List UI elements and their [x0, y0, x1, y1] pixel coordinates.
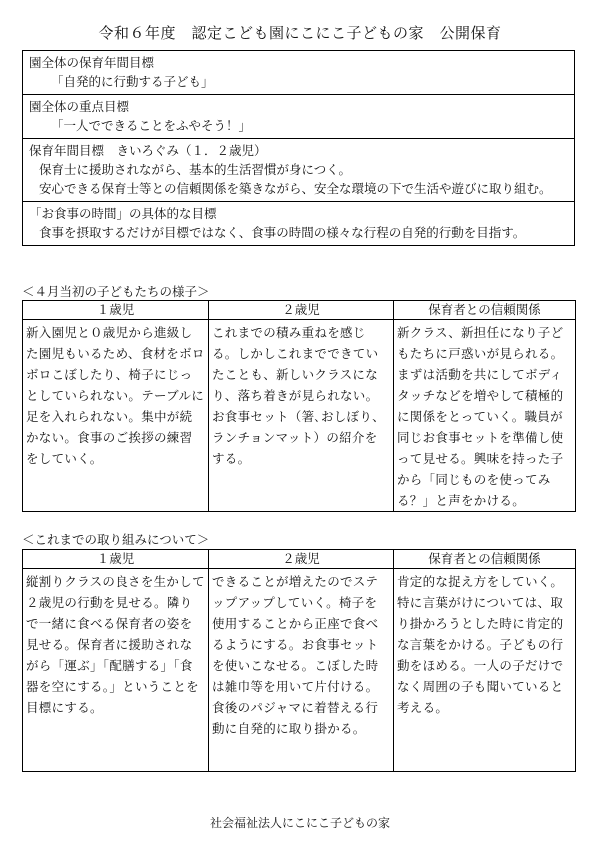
annual-goal-value: 「自発的に行動する子ども」 [51, 74, 214, 89]
column-header-trust: 保育者との信頼関係 [394, 301, 576, 320]
class-goal-line1: 保育士に援助されながら、基本的生活習慣が身につく。 [39, 162, 352, 177]
class-goal-section [23, 138, 574, 201]
table-header-row [23, 550, 576, 569]
cell-age1: 新入園児と０歳児から進級した園児もいるため、食材をボロボロこぼしたり、椅子にじっとしていられない。テーブルに足を入れられない。集中が続かない。食事のご挨拶の練習をしていく。 [23, 320, 209, 512]
focus-goal-value: 「一人でできることをふやそう！」 [51, 118, 252, 133]
meal-goal-value: 食事を摂取するだけが目標ではなく、食事の時間の様々な行程の自発的行動を目指す。 [39, 225, 526, 240]
cell-trust: 新クラス、新担任になり子どもたちに戸惑いが見られる。まずは活動を共にしてボディタッチなどを増やして積極的に関係をとっていく。職員が同じお食事セットを準備し使って見せる。興味を持った子から「同じものを使ってみる？」と声をかける。 [394, 320, 576, 512]
column-header-age1: １歳児 [23, 301, 209, 320]
annual-goal-label: 園全体の保育年間目標 [29, 55, 155, 70]
class-goal-label: 保育年間目標 きいろぐみ（１．２歳児） [29, 143, 267, 158]
table-header-row [23, 301, 576, 320]
annual-goal-section [23, 51, 574, 94]
cell-age2: これまでの積み重ねを感じる。しかしこれまでできていたことも、新しいクラスになり、落ち着きが見られない。お食事セット（箸､おしぼり、ランチョンマット）の紹介をする。 [209, 320, 394, 512]
efforts-table [22, 549, 576, 772]
meal-goal-section [23, 201, 574, 245]
cell-age1: 縦割りクラスの良さを生かして２歳児の行動を見せる。隣りで一緒に食べる保育者の姿を見せる。保育者に援助されながら「運ぶ」「配膳する」「食器を空にする。」ということを目標にする。 [23, 569, 209, 772]
table-row [23, 320, 576, 512]
goals-box [22, 50, 575, 246]
section1-heading: ＜４月当初の子どもたちの様子＞ [22, 284, 210, 299]
focus-goal-section [23, 94, 574, 138]
april-status-table [22, 300, 576, 512]
organization-footer: 社会福祉法人にこにこ子どもの家 [209, 816, 390, 830]
page-title: 令和６年度 認定こども園にこにこ子どもの家 公開保育 [98, 24, 502, 42]
cell-trust: 肯定的な捉え方をしていく。特に言葉がけについては、取り掛かろうとした時に肯定的な言葉をかける。子どもの行動をほめる。一人の子だけでなく周囲の子も聞いていると考える。 [394, 569, 576, 772]
meal-goal-label: 「お食事の時間」の具体的な目標 [29, 206, 217, 221]
section2-heading: ＜これまでの取り組みについて＞ [22, 532, 210, 547]
column-header-trust: 保育者との信頼関係 [394, 550, 576, 569]
focus-goal-label: 園全体の重点目標 [29, 99, 130, 114]
class-goal-line2: 安心できる保育士等との信頼関係を築きながら、安全な環境の下で生活や遊びに取り組む。 [39, 181, 552, 196]
column-header-age2: ２歳児 [209, 301, 394, 320]
column-header-age1: １歳児 [23, 550, 209, 569]
table-row [23, 569, 576, 772]
column-header-age2: ２歳児 [209, 550, 394, 569]
cell-age2: できることが増えたのでステップアップしていく。椅子を使用することから正座で食べるようにする。お食事セットを使いこなせる。こぼした時は雑巾等を用いて片付ける。食後のパジャマに着替える行動に自発的に取り掛かる。 [209, 569, 394, 772]
